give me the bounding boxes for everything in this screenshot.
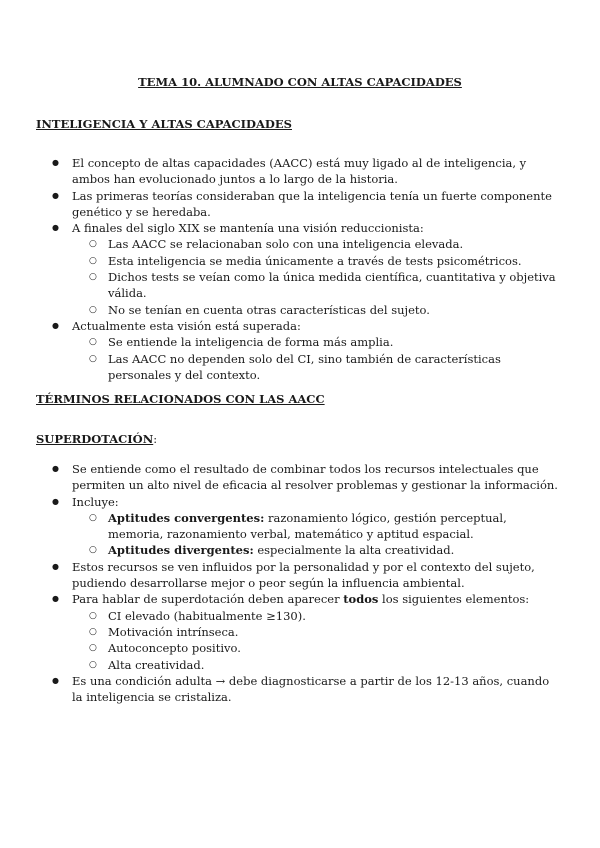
list-item: ● Las primeras teorías consideraban que la inteligencia tenía un fuerte componente genético y se heredaba.	[0, 188, 600, 221]
list-item: ● El concepto de altas capacidades (AACC) está muy ligado al de inteligencia, y ambos han evolucionado juntos a lo largo de la historia.	[0, 155, 600, 188]
section-heading-inteligencia: INTELIGENCIA Y ALTAS CAPACIDADES	[36, 117, 292, 131]
sublist-item: ○ CI elevado (habitualmente ≥130).	[72, 608, 562, 624]
sublist-item: ○ Alta creatividad.	[72, 657, 562, 673]
sublist-item: ○ Las AACC no dependen solo del CI, sino también de características personales y del contexto.	[72, 351, 562, 384]
sublist-item: ○ Motivación intrínseca.	[72, 624, 562, 640]
list-item-text: Actualmente esta visión está superada:	[72, 318, 301, 333]
list-item	[0, 220, 600, 318]
list-item-text-bold: todos	[343, 592, 379, 607]
list-item-text-post: los siguientes elementos:	[378, 592, 530, 607]
aptitude-label: Aptitudes convergentes:	[108, 510, 265, 525]
section1-list	[0, 155, 600, 383]
aptitude-label: Aptitudes divergentes:	[108, 543, 254, 558]
sublist-item: ○ Se entiende la inteligencia de forma más amplia.	[72, 334, 562, 350]
list-item: ● Es una condición adulta → debe diagnosticarse a partir de los 12-13 años, cuando la inteligencia se cristaliza.	[0, 673, 600, 706]
list-item	[0, 591, 600, 672]
sublist-item: ○ Esta inteligencia se media únicamente a través de tests psicométricos.	[72, 253, 562, 269]
aptitude-text: razonamiento lógico, gestión perceptual, memoria, razonamiento verbal, matemático y aptitud espacial.	[108, 510, 507, 542]
sublist-actual	[72, 334, 562, 383]
subheading-superdotacion	[36, 432, 157, 446]
sublist-item	[72, 510, 562, 543]
list-item	[0, 318, 600, 383]
sublist-reduccionista	[72, 236, 562, 317]
list-item	[0, 494, 600, 559]
aptitude-text: especialmente la alta creatividad.	[253, 543, 455, 558]
section-heading-terminos: TÉRMINOS RELACIONADOS CON LAS AACC	[36, 392, 325, 406]
sublist-item	[72, 542, 562, 558]
subheading-colon: :	[153, 432, 158, 446]
list-item-text-pre: Para hablar de superdotación deben aparecer	[72, 592, 344, 607]
sublist-item: ○ Autoconcepto positivo.	[72, 640, 562, 656]
list-item: ● Se entiende como el resultado de combinar todos los recursos intelectuales que permiten un alto nivel de eficacia al resolver problemas y gestionar la información.	[0, 461, 600, 494]
sublist-incluye	[72, 510, 562, 559]
list-item-text: A finales del siglo XIX se mantenía una visión reduccionista:	[72, 221, 424, 236]
sublist-item: ○ Las AACC se relacionaban solo con una inteligencia elevada.	[72, 236, 562, 252]
document-title: TEMA 10. ALUMNADO CON ALTAS CAPACIDADES	[138, 75, 462, 89]
sublist-item: ○ No se tenían en cuenta otras características del sujeto.	[72, 302, 562, 318]
section2-list	[0, 461, 600, 705]
subheading-text: SUPERDOTACIÓN	[36, 432, 154, 446]
sublist-elementos	[72, 608, 562, 673]
list-item: ● Estos recursos se ven influidos por la personalidad y por el contexto del sujeto, pudiendo desarrollarse mejor o peor según la influencia ambiental.	[0, 559, 600, 592]
sublist-item: ○ Dichos tests se veían como la única medida científica, cuantitativa y objetiva válida.	[72, 269, 562, 302]
list-item-text: Incluye:	[72, 494, 119, 509]
